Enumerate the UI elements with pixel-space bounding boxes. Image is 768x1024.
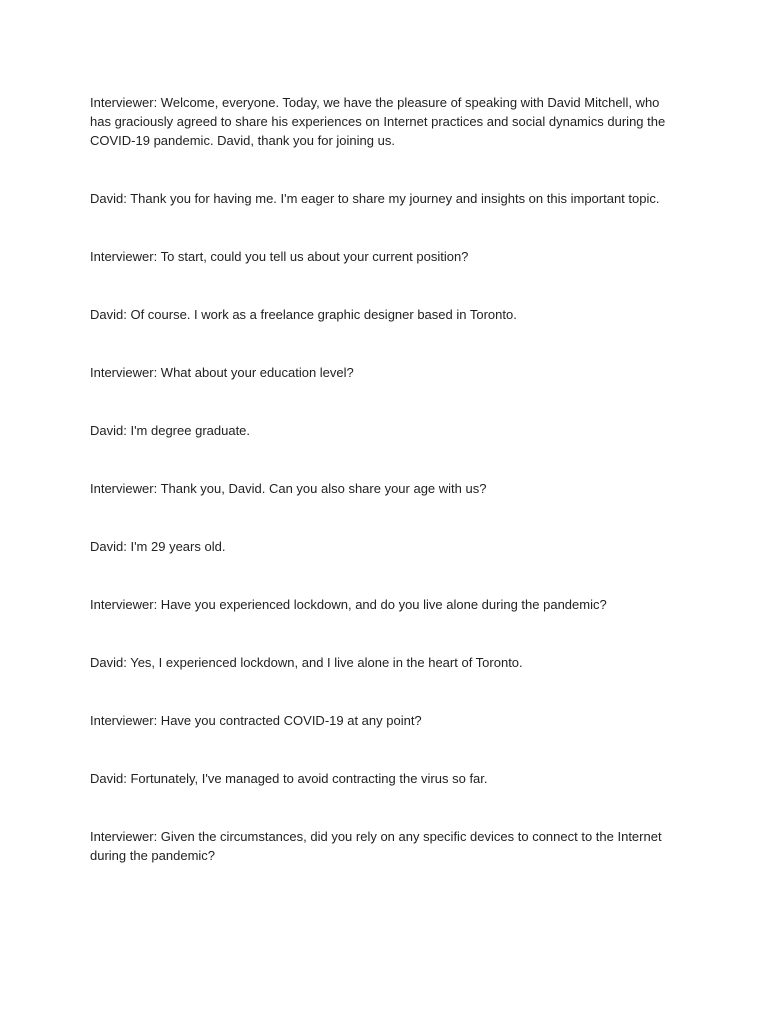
transcript-paragraph: David: I'm degree graduate. (90, 423, 251, 438)
transcript-paragraph: Interviewer: What about your education level? (90, 365, 354, 380)
transcript-paragraph: David: Fortunately, I've managed to avoid contracting the virus so far. (90, 771, 488, 786)
transcript-paragraph: Interviewer: Welcome, everyone. Today, we have the pleasure of speaking with David Mitchell, who has graciously agreed to share his experiences on Internet practices and social dynamics during the COVID-19 pandemic. David, thank you for joining us. (90, 95, 666, 148)
transcript-paragraph: Interviewer: Have you contracted COVID-19 at any point? (90, 713, 422, 728)
transcript-paragraph: David: Of course. I work as a freelance graphic designer based in Toronto. (90, 307, 517, 322)
transcript-paragraph: David: Yes, I experienced lockdown, and I live alone in the heart of Toronto. (90, 655, 523, 670)
transcript-paragraph: David: Thank you for having me. I'm eager to share my journey and insights on this important topic. (90, 191, 660, 206)
transcript-paragraph: Interviewer: Have you experienced lockdown, and do you live alone during the pandemic? (90, 597, 607, 612)
transcript-paragraph: Interviewer: Thank you, David. Can you also share your age with us? (90, 481, 487, 496)
transcript-paragraph: David: I'm 29 years old. (90, 539, 226, 554)
transcript-paragraph: Interviewer: Given the circumstances, did you rely on any specific devices to connect to the Internet during the pandemic? (90, 829, 662, 863)
transcript-paragraph: Interviewer: To start, could you tell us about your current position? (90, 249, 469, 264)
interview-transcript (90, 93, 678, 904)
